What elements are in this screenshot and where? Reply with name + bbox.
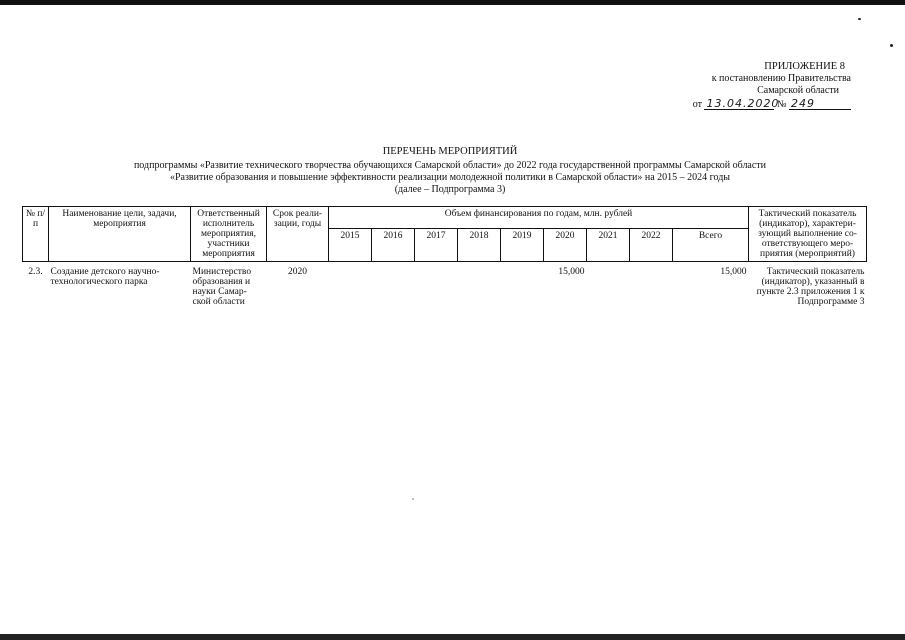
header-year: 2019 [501,229,544,262]
cell-executor: Министерство образования и науки Самар-ской области [191,262,267,310]
header-total: Всего [673,229,749,262]
scan-edge-top [0,0,905,5]
header-line3: (далее – Подпрограмма 3) [394,184,506,195]
cell-2015 [329,262,372,310]
header-year: 2018 [458,229,501,262]
cell-name: Создание детского научно-технологического парка [49,262,191,310]
cell-2017 [415,262,458,310]
appendix-title: ПРИЛОЖЕНИЕ 8 [764,61,845,72]
from-label: от [692,99,702,110]
header-year: 2015 [329,229,372,262]
handwritten-date: 13.04.2020 [706,97,780,110]
activities-table [22,206,867,309]
header-funding: Объем финансирования по годам, млн. рублей [329,207,749,229]
cell-2020: 15,000 [544,262,587,310]
cell-term: 2020 [267,262,329,310]
appendix-date-line [631,98,851,111]
appendix-line1: к постановлению Правительства [711,73,851,84]
number-label: № [776,99,787,110]
header-term: Срок реали-зации, годы [267,207,329,262]
header-year: 2017 [415,229,458,262]
cell-total: 15,000 [673,262,749,310]
cell-indicator: Тактический показатель (индикатор), указанный в пункте 2.3 приложения 1 к Подпрограмме 3 [749,262,867,310]
cell-2016 [372,262,415,310]
appendix-line2: Самарской области [757,85,839,96]
header-line1: подпрограммы «Развитие технического творчества обучающихся Самарской области» до 2022 года государственной программы Самарской области [133,160,767,171]
appendix-block [631,61,851,111]
cell-2018 [458,262,501,310]
header-indicator: Тактический показатель (индикатор), характери-зующий выполнение со-ответствующего меро-приятия (мероприятий) [749,207,867,262]
header-year: 2021 [587,229,630,262]
cell-2019 [501,262,544,310]
header-year: 2016 [372,229,415,262]
header-name: Наименование цели, задачи, мероприятия [49,207,191,262]
document-header [100,146,800,196]
scan-edge-bottom [0,634,905,640]
header-year: 2020 [544,229,587,262]
scan-speck [858,18,861,20]
table-row [23,262,867,310]
cell-2022 [630,262,673,310]
table-header-row [23,207,867,229]
header-line2: «Развитие образования и повышение эффективности реализации молодежной политики в Самарской области» на 2015 – 2024 годы [169,172,731,183]
cell-num: 2.3. [23,262,49,310]
header-executor: Ответственный исполнитель мероприятия, участники мероприятия [191,207,267,262]
header-num: № п/п [23,207,49,262]
handwritten-number: 249 [789,98,851,110]
scan-speck [412,498,414,500]
scan-speck [890,44,893,47]
header-year: 2022 [630,229,673,262]
document-title: ПЕРЕЧЕНЬ МЕРОПРИЯТИЙ [382,146,518,157]
cell-2021 [587,262,630,310]
